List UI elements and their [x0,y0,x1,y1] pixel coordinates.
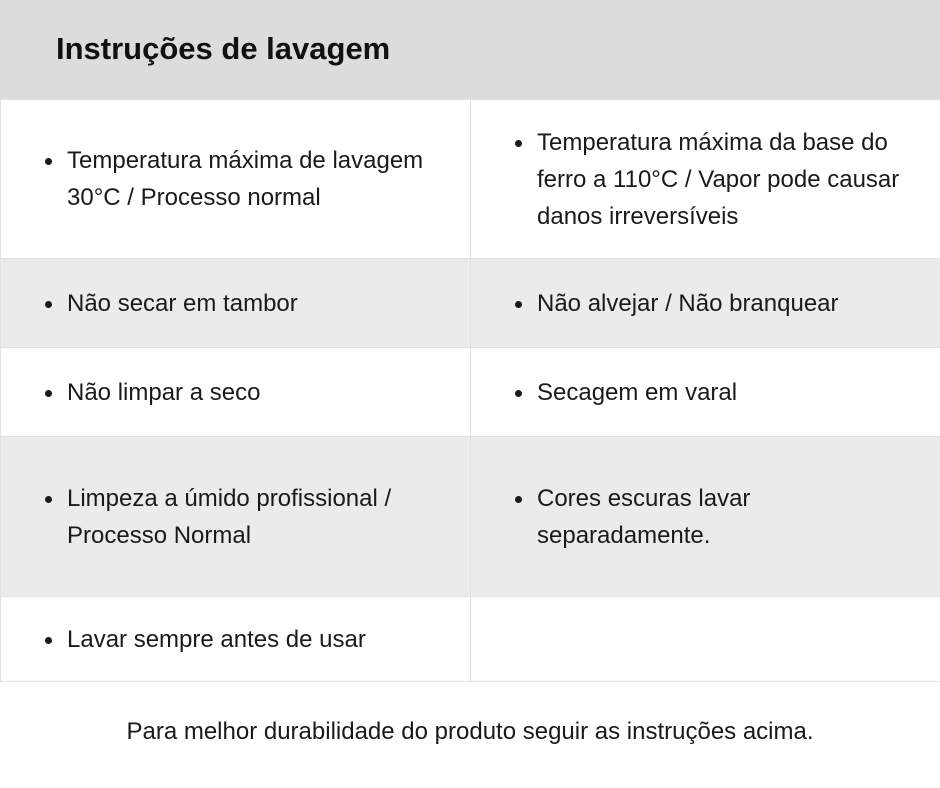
table-cell [1,348,471,437]
instruction-item: Não limpar a seco [1,374,470,411]
instruction-list [471,480,940,554]
page-title: Instruções de lavagem [56,30,391,66]
table-cell [1,100,471,259]
instruction-list [1,621,470,658]
instruction-list [1,142,470,216]
empty-table-cell [471,597,940,682]
table-cell [1,597,471,682]
instruction-list [471,374,940,411]
table-cell [471,437,940,597]
table-cell [1,259,471,348]
instruction-list [1,285,470,322]
instruction-item: Não alvejar / Não branquear [471,285,940,322]
instruction-item: Não secar em tambor [1,285,470,322]
instruction-item: Temperatura máxima da base do ferro a 110°C / Vapor pode causar danos irreversíveis [471,124,940,235]
table-row [1,348,940,437]
instruction-list [1,374,470,411]
table-row [1,100,940,259]
table-cell [1,437,471,597]
instruction-list [1,480,470,554]
instruction-list [471,124,940,235]
instruction-item: Cores escuras lavar separadamente. [471,480,940,554]
instruction-item: Lavar sempre antes de usar [1,621,470,658]
instruction-item: Secagem em varal [471,374,940,411]
instruction-list [471,285,940,322]
care-instructions-table [0,99,940,682]
instruction-item: Temperatura máxima de lavagem 30°C / Processo normal [1,142,470,216]
table-row [1,597,940,682]
footer-note: Para melhor durabilidade do produto seguir as instruções acima. [126,718,814,745]
table-row [1,437,940,597]
table-cell [471,348,940,437]
header-bar [0,0,940,99]
table-cell [471,100,940,259]
table-row [1,259,940,348]
table-cell [471,259,940,348]
instruction-item: Limpeza a úmido profissional / Processo Normal [1,480,470,554]
